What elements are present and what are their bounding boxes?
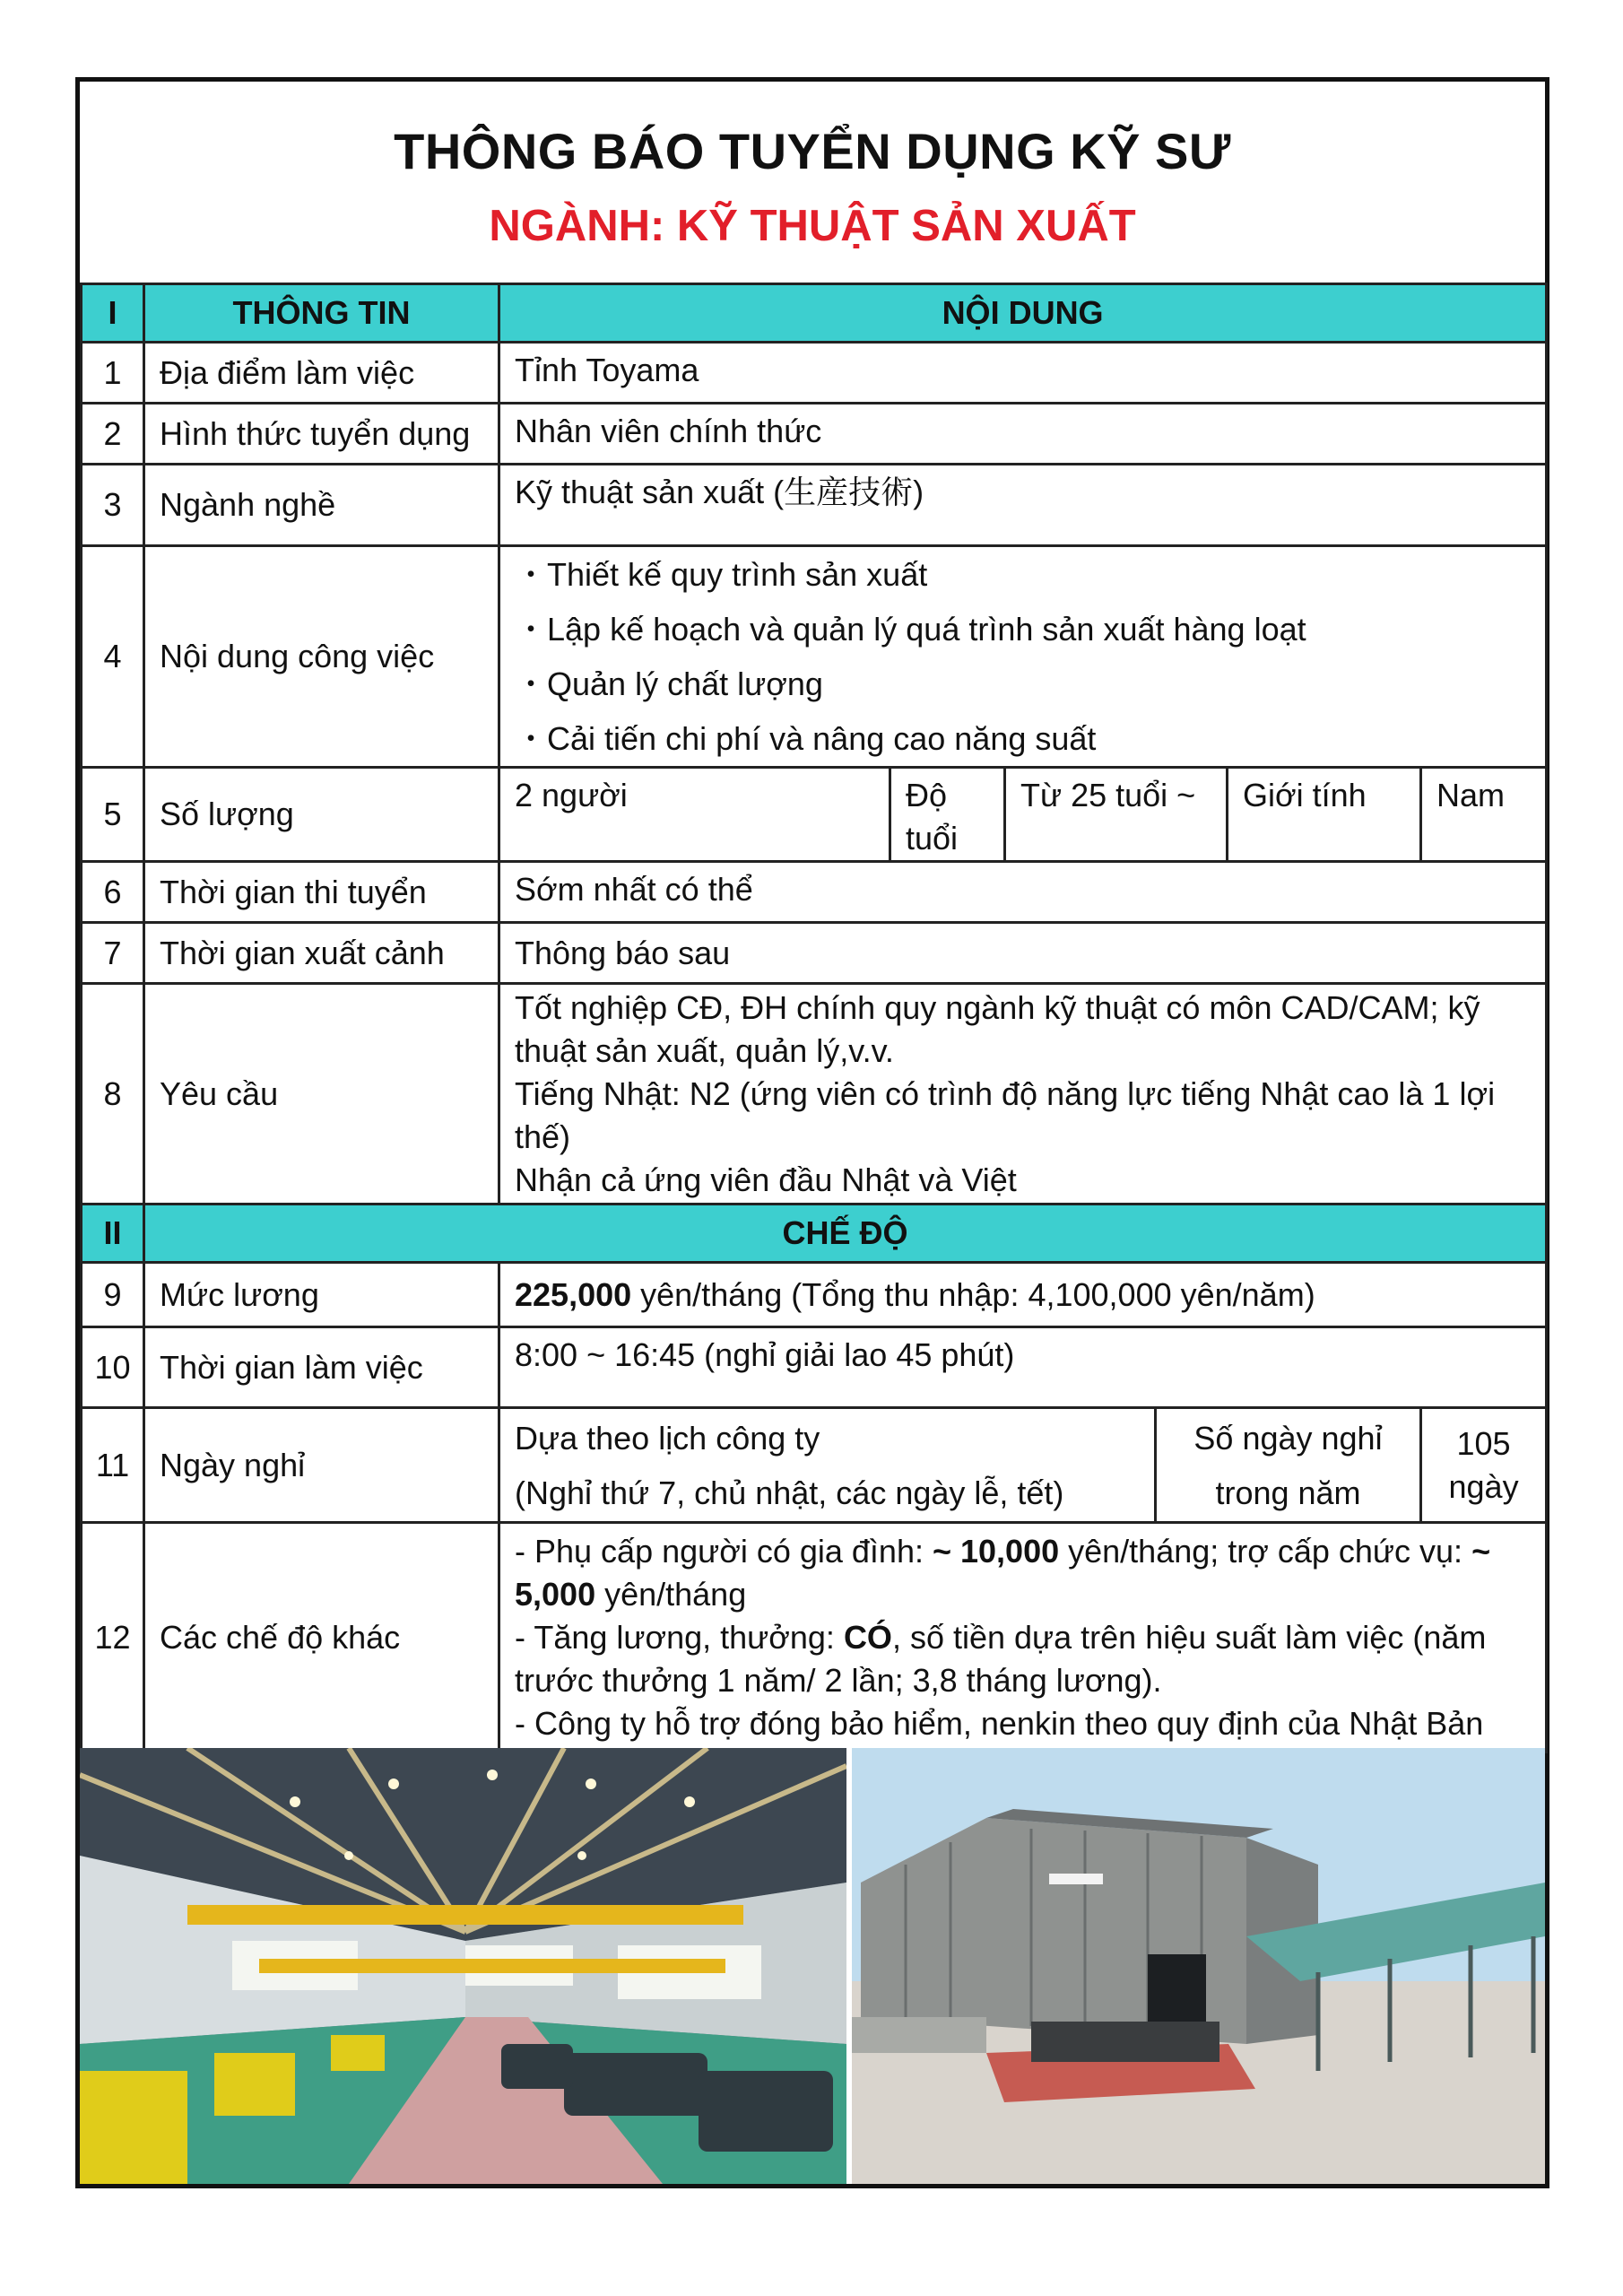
benefit-flag: CÓ bbox=[843, 1618, 892, 1656]
table-row bbox=[82, 862, 1547, 923]
row-label: Số lượng bbox=[144, 768, 499, 862]
info-table bbox=[80, 283, 1548, 1753]
column-header-content: NỘI DUNG bbox=[499, 284, 1547, 343]
holiday-line: (Nghỉ thứ 7, chủ nhật, các ngày lễ, tết) bbox=[515, 1474, 1064, 1511]
list-item: ・Quản lý chất lượng bbox=[515, 665, 823, 702]
row-value: Kỹ thuật sản xuất (生産技術) bbox=[499, 465, 1547, 546]
header bbox=[80, 82, 1545, 283]
benefit-line bbox=[515, 1530, 1531, 1616]
table-row bbox=[82, 923, 1547, 984]
benefit-text: - Phụ cấp người có gia đình: bbox=[515, 1532, 933, 1570]
row-number: 6 bbox=[82, 862, 144, 923]
table-row bbox=[82, 404, 1547, 465]
requirements bbox=[499, 984, 1547, 1205]
other-benefits bbox=[499, 1523, 1547, 1752]
page-subtitle: NGÀNH: KỸ THUẬT SẢN XUẤT bbox=[489, 202, 1136, 250]
age-value: Từ 25 tuổi ~ bbox=[1005, 768, 1228, 862]
benefit-amount: ~ 5,000 bbox=[515, 1532, 1491, 1613]
row-number: 7 bbox=[82, 923, 144, 984]
row-value: Thông báo sau bbox=[499, 923, 1547, 984]
column-header-info: THÔNG TIN bbox=[144, 284, 499, 343]
row-value: Nhân viên chính thức bbox=[499, 404, 1547, 465]
list-item: ・Lập kế hoạch và quản lý quá trình sản xuất hàng loạt bbox=[515, 611, 1306, 648]
requirement-line: Tiếng Nhật: N2 (ứng viên có trình độ năng lực tiếng Nhật cao là 1 lợi thế) bbox=[515, 1074, 1496, 1155]
benefit-text: , số tiền dựa trên hiệu suất làm việc (năm trước thưởng 1 năm/ 2 lần; 3,8 tháng lương). bbox=[515, 1618, 1487, 1699]
requirement-line: Nhận cả ứng viên đầu Nhật và Việt bbox=[515, 1161, 1017, 1198]
row-label: Địa điểm làm việc bbox=[144, 343, 499, 404]
job-duties-list bbox=[499, 546, 1547, 768]
gender-value: Nam bbox=[1421, 768, 1547, 862]
holiday-days-label-line: trong năm bbox=[1215, 1474, 1361, 1511]
table-row bbox=[82, 1263, 1547, 1327]
salary-value bbox=[499, 1263, 1547, 1327]
list-item: ・Thiết kế quy trình sản xuất bbox=[515, 556, 928, 593]
factory-building-image bbox=[852, 1748, 1545, 2184]
row-number: 12 bbox=[82, 1523, 144, 1752]
working-hours-value: 8:00 ~ 16:45 (nghỉ giải lao 45 phút) bbox=[499, 1327, 1547, 1408]
row-label: Ngành nghề bbox=[144, 465, 499, 546]
table-row bbox=[82, 984, 1547, 1205]
row-label: Thời gian làm việc bbox=[144, 1327, 499, 1408]
row-label: Thời gian thi tuyển bbox=[144, 862, 499, 923]
benefit-text: yên/tháng bbox=[595, 1575, 747, 1613]
row-number: 5 bbox=[82, 768, 144, 862]
row-label: Các chế độ khác bbox=[144, 1523, 499, 1752]
row-number: 11 bbox=[82, 1408, 144, 1523]
factory-building-photo bbox=[846, 1748, 1545, 2184]
requirement-line: Tốt nghiệp CĐ, ĐH chính quy ngành kỹ thuật có môn CAD/CAM; kỹ thuật sản xuất, quản lý,v.v. bbox=[515, 988, 1480, 1069]
section-header-info bbox=[82, 284, 1547, 343]
holiday-days-label bbox=[1156, 1408, 1421, 1523]
row-number: 2 bbox=[82, 404, 144, 465]
row-number: 4 bbox=[82, 546, 144, 768]
salary-amount: 225,000 bbox=[515, 1275, 632, 1313]
row-number: 8 bbox=[82, 984, 144, 1205]
row-label: Hình thức tuyển dụng bbox=[144, 404, 499, 465]
benefit-text: yên/tháng; trợ cấp chức vụ: bbox=[1059, 1532, 1472, 1570]
row-number: 1 bbox=[82, 343, 144, 404]
row-label: Thời gian xuất cảnh bbox=[144, 923, 499, 984]
factory-interior-photo bbox=[80, 1748, 846, 2184]
holiday-days-value: 105 ngày bbox=[1421, 1408, 1547, 1523]
section-number: I bbox=[82, 284, 144, 343]
benefit-line: - Công ty hỗ trợ đóng bảo hiểm, nenkin theo quy định của Nhật Bản bbox=[515, 1704, 1484, 1742]
row-value: Sớm nhất có thể bbox=[499, 862, 1547, 923]
table-row bbox=[82, 1408, 1547, 1523]
holiday-days-label-line: Số ngày nghỉ bbox=[1193, 1419, 1383, 1457]
benefit-amount: ~ 10,000 bbox=[932, 1532, 1060, 1570]
notice-frame bbox=[75, 77, 1549, 2188]
row-label: Yêu cầu bbox=[144, 984, 499, 1205]
holiday-line: Dựa theo lịch công ty bbox=[515, 1419, 820, 1457]
table-row bbox=[82, 546, 1547, 768]
row-number: 10 bbox=[82, 1327, 144, 1408]
row-number: 9 bbox=[82, 1263, 144, 1327]
photo-strip bbox=[80, 1748, 1545, 2184]
table-row bbox=[82, 343, 1547, 404]
row-label: Mức lương bbox=[144, 1263, 499, 1327]
benefit-text: - Tăng lương, thưởng: bbox=[515, 1618, 844, 1656]
factory-interior-image bbox=[80, 1748, 846, 2184]
table-row bbox=[82, 1523, 1547, 1752]
row-label: Nội dung công việc bbox=[144, 546, 499, 768]
benefit-line bbox=[515, 1616, 1531, 1702]
row-number: 3 bbox=[82, 465, 144, 546]
holiday-schedule bbox=[499, 1408, 1156, 1523]
table-row bbox=[82, 1327, 1547, 1408]
gender-label: Giới tính bbox=[1228, 768, 1421, 862]
age-label: Độ tuổi bbox=[890, 768, 1005, 862]
table-row bbox=[82, 465, 1547, 546]
row-label: Ngày nghỉ bbox=[144, 1408, 499, 1523]
row-value: Tỉnh Toyama bbox=[499, 343, 1547, 404]
table-row bbox=[82, 768, 1547, 862]
section-title: CHẾ ĐỘ bbox=[144, 1205, 1547, 1263]
list-item: ・Cải tiến chi phí và nâng cao năng suất bbox=[515, 720, 1097, 757]
page-title: THÔNG BÁO TUYỂN DỤNG KỸ SƯ bbox=[394, 123, 1231, 179]
section-header-benefits bbox=[82, 1205, 1547, 1263]
section-number: II bbox=[82, 1205, 144, 1263]
quantity-value: 2 người bbox=[499, 768, 890, 862]
salary-detail: yên/tháng (Tổng thu nhập: 4,100,000 yên/năm) bbox=[631, 1275, 1315, 1313]
